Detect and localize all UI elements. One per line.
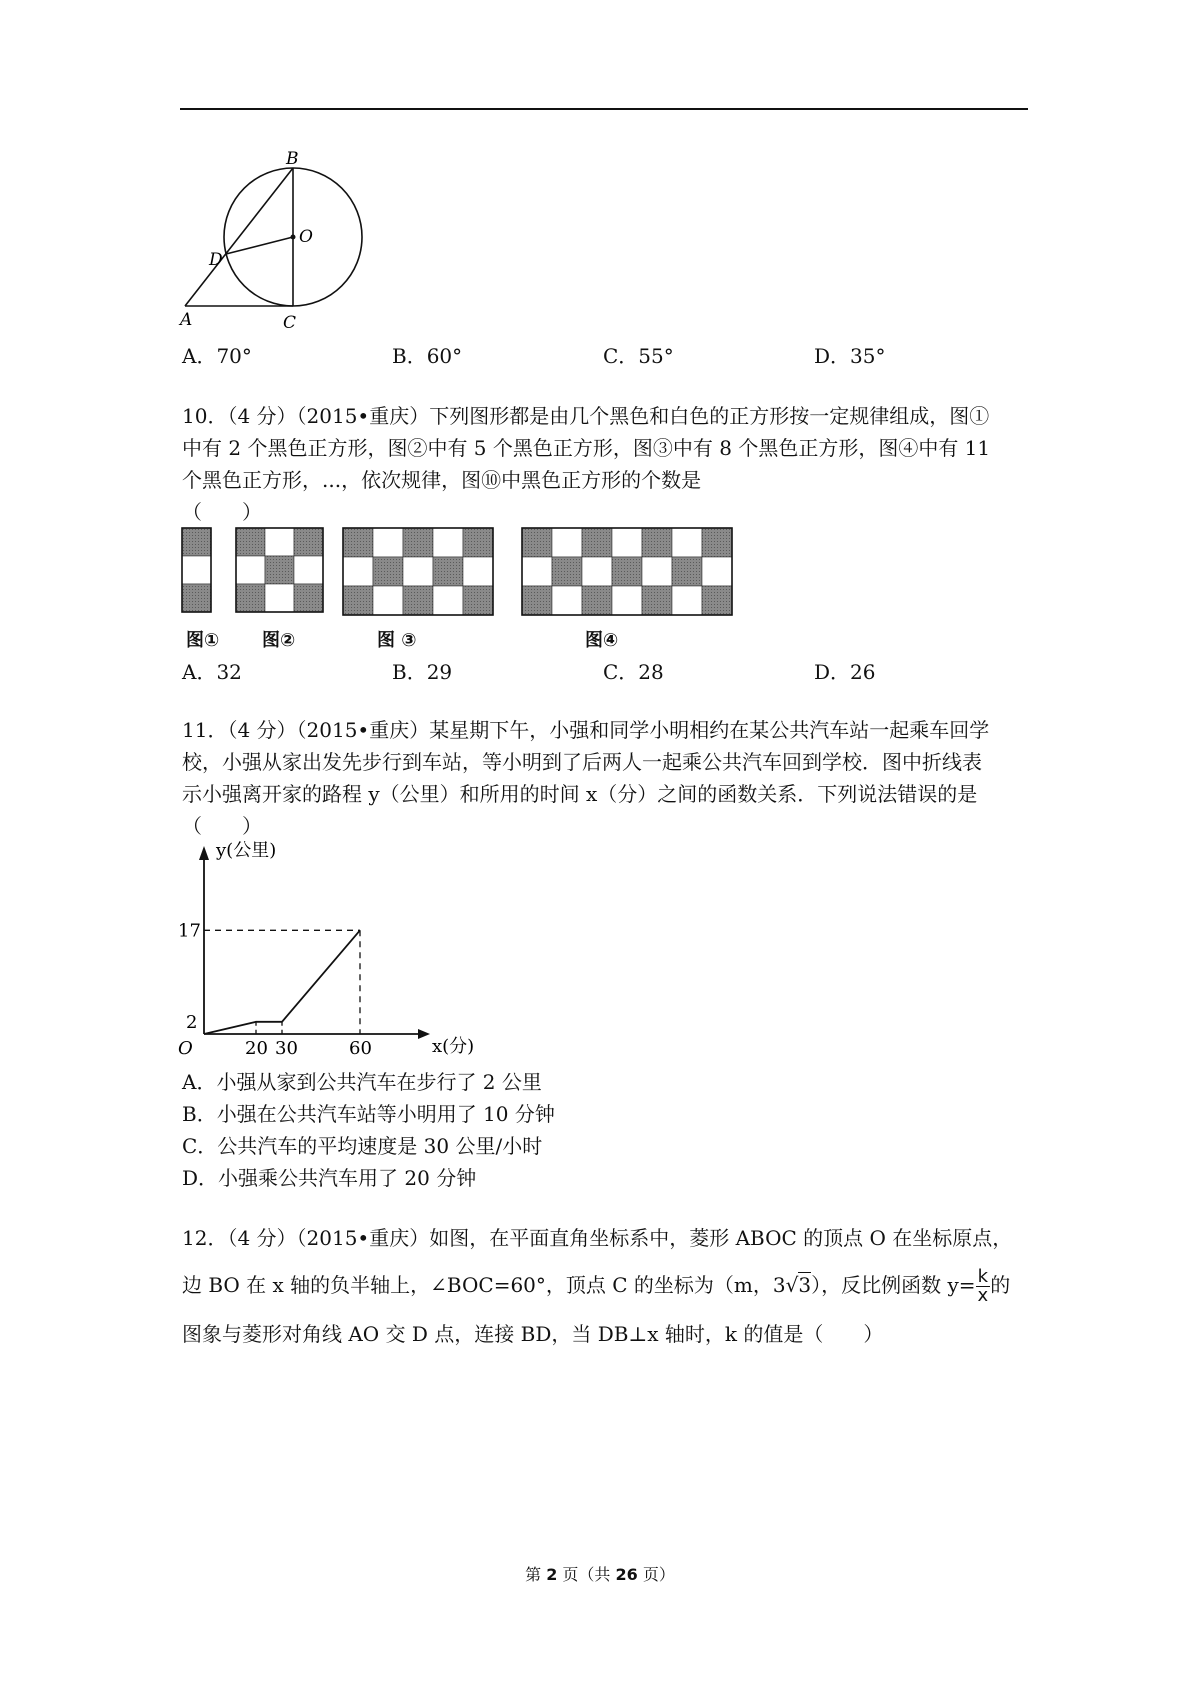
black-square [672, 557, 702, 586]
q11-line: 校，小强从家出发先步行到车站，等小明到了后两人一起乘公共汽车回到学校．图中折线表 [182, 750, 982, 774]
y-tick-label: 2 [186, 1011, 198, 1033]
q11-options [182, 1066, 1028, 1194]
white-square [672, 528, 702, 557]
q10-option-a: A．32 [182, 660, 242, 684]
black-square [433, 557, 463, 586]
white-square [552, 586, 582, 615]
white-square [265, 584, 294, 612]
header-rule [180, 108, 1028, 110]
q10-line: 10．（4 分）（2015•重庆）下列图形都是由几个黑色和白色的正方形按一定规律组成，图① [182, 404, 990, 428]
q11-option-d: D．小强乘公共汽车用了 20 分钟 [182, 1166, 477, 1190]
q10-option-b: B．29 [392, 660, 453, 684]
footer-total-pages: 26 [615, 1565, 638, 1584]
q10-fig-label-4: 图④ [585, 630, 619, 651]
footer-post: 页） [637, 1565, 675, 1584]
white-square [582, 557, 612, 586]
white-square [236, 556, 265, 584]
fraction-denominator: x [977, 1285, 989, 1306]
black-square [403, 586, 433, 615]
x-axis-arrow-icon [418, 1029, 430, 1039]
y-tick-label: 17 [178, 920, 201, 942]
black-square [463, 586, 493, 615]
q10-option-c: C．28 [603, 660, 664, 684]
footer-page-number: 2 [546, 1565, 558, 1584]
y-axis-label: y(公里) [216, 840, 277, 861]
q9-option-b: B．60° [392, 344, 463, 368]
black-square [522, 586, 552, 615]
black-square [522, 528, 552, 557]
white-square [265, 528, 294, 556]
black-square [702, 528, 732, 557]
white-square [373, 528, 403, 557]
q12-line-1: 12．（4 分）（2015•重庆）如图，在平面直角坐标系中，菱形 ABOC 的顶点 O 在坐标原点， [182, 1226, 1013, 1250]
label-B: B [286, 149, 299, 169]
black-square [463, 528, 493, 557]
label-D: D [209, 250, 223, 270]
q11-line: 示小强离开家的路程 y（公里）和所用的时间 x（分）之间的函数关系．下列说法错误的是 [182, 782, 978, 806]
white-square [552, 528, 582, 557]
q9-circle-figure [180, 150, 380, 335]
black-square [294, 528, 323, 556]
sqrt-radicand: 3 [798, 1273, 812, 1297]
x-tick-label: 30 [275, 1038, 298, 1059]
white-square [403, 557, 433, 586]
q11-line: （ ） [182, 814, 262, 838]
q11-question [182, 714, 1028, 842]
black-square [582, 586, 612, 615]
black-square [642, 528, 672, 557]
white-square [433, 586, 463, 615]
q10-pattern-figures [180, 526, 740, 616]
black-square [642, 586, 672, 615]
page-footer [0, 1562, 1200, 1585]
white-square [182, 556, 211, 584]
q10-fig-label-2: 图② [262, 630, 296, 651]
black-square [294, 584, 323, 612]
q12-line-2 [182, 1268, 1010, 1305]
white-square [642, 557, 672, 586]
q11-line: 11．（4 分）（2015•重庆）某星期下午，小强和同学小明相约在某公共汽车站一起乘车回学 [182, 718, 990, 742]
black-square [612, 557, 642, 586]
q10-option-d: D．26 [814, 660, 876, 684]
white-square [522, 557, 552, 586]
origin-label: O [178, 1038, 193, 1059]
x-tick-label: 20 [245, 1038, 268, 1059]
q10-fig-label-1: 图① [186, 630, 220, 651]
fraction-numerator: k [976, 1268, 991, 1287]
white-square [294, 556, 323, 584]
q10-line: 中有 2 个黑色正方形，图②中有 5 个黑色正方形，图③中有 8 个黑色正方形，图④中有 11 [182, 436, 991, 460]
q10-line: （ ） [182, 500, 262, 524]
q9-option-a: A．70° [182, 344, 252, 368]
q12-line-3: 图象与菱形对角线 AO 交 D 点，连接 BD，当 DB⊥x 轴时，k 的值是（ ） [182, 1322, 884, 1346]
white-square [702, 557, 732, 586]
q11-option-c: C．公共汽车的平均速度是 30 公里/小时 [182, 1134, 543, 1158]
black-square [236, 528, 265, 556]
label-O: O [299, 227, 313, 247]
black-square [582, 528, 612, 557]
q12-line-2-c: 的 [990, 1273, 1011, 1297]
black-square [343, 586, 373, 615]
white-square [672, 586, 702, 615]
q10-question [182, 400, 1028, 528]
x-axis-label: x(分) [432, 1036, 475, 1057]
q12-line-2-b: ），反比例函数 y= [811, 1273, 976, 1297]
white-square [373, 586, 403, 615]
black-square [182, 584, 211, 612]
sqrt-symbol: √ [785, 1273, 799, 1297]
black-square [403, 528, 433, 557]
q11-line-chart [178, 838, 475, 1068]
footer-pre: 第 [525, 1565, 547, 1584]
q12-line-2-a: 边 BO 在 x 轴的负半轴上，∠BOC=60°，顶点 C 的坐标为（m，3 [182, 1273, 786, 1297]
q9-option-c: C．55° [603, 344, 674, 368]
label-C: C [283, 313, 297, 333]
x-tick-label: 60 [349, 1038, 372, 1059]
footer-mid: 页（共 [557, 1565, 616, 1584]
label-A: A [180, 310, 193, 330]
q11-option-a: A．小强从家到公共汽车在步行了 2 公里 [182, 1070, 542, 1094]
black-square [182, 528, 211, 556]
white-square [343, 557, 373, 586]
black-square [236, 584, 265, 612]
fraction-k-over-x [976, 1268, 991, 1305]
q10-fig-label-3: 图 ③ [377, 630, 417, 651]
y-axis-arrow-icon [199, 846, 209, 860]
series-line [204, 930, 360, 1034]
q10-line: 个黑色正方形，...，依次规律，图⑩中黑色正方形的个数是 [182, 468, 702, 492]
white-square [463, 557, 493, 586]
black-square [552, 557, 582, 586]
white-square [612, 586, 642, 615]
q9-option-d: D．35° [814, 344, 886, 368]
white-square [433, 528, 463, 557]
black-square [373, 557, 403, 586]
q11-option-b: B．小强在公共汽车站等小明用了 10 分钟 [182, 1102, 555, 1126]
black-square [702, 586, 732, 615]
black-square [265, 556, 294, 584]
white-square [612, 528, 642, 557]
black-square [343, 528, 373, 557]
